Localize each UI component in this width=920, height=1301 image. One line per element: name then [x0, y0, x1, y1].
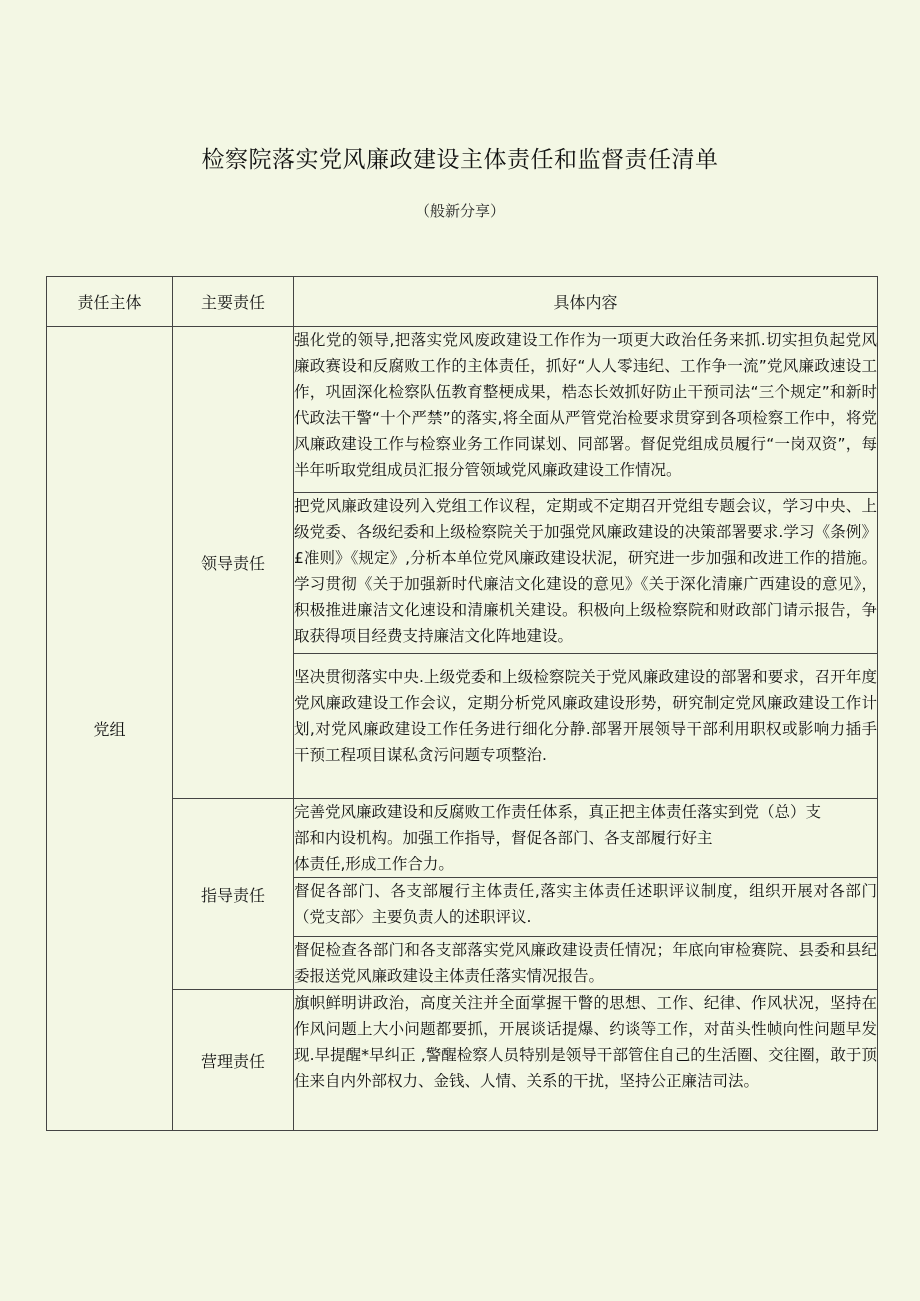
subject-cell: 党组 [47, 327, 173, 1131]
content-cell [294, 990, 878, 1131]
content-text: 把党风廉政建设列入党组工作议程，定期或不定期召开党组专题会议，学习中央、上级党委、各级纪委和上级检察院关于加强党风廉政建设的决策部署要求.学习《条例》£准则》《规定》,分析本单位党风廉政建设状泥，研究进一步加强和改进工作的措施。学习贯彻《关于加强新时代廉洁文化建设的意见》《关于深化清廉广西建设的意见》，积极推进廉洁文化速设和清廉机关建设。积极向上级检察院和财政部门请示报告，争取获得项目经费支持廉洁文化阵地建设。 [294, 497, 877, 645]
page-subtitle: （般新分享） [414, 202, 505, 220]
content-text: 督促检查各部门和各支部落实党风廉政建设责任情况；年底向审检赛院、县委和县纪委报送党风廉政建设主体责任落实情况报告。 [294, 941, 877, 985]
content-cell [294, 654, 878, 799]
content-text: 坚决贯彻落实中央.上级党委和上级检察院关于党风廉政建设的部署和要求，召开年度党风廉政建设工作会议，定期分析党风廉政建设形势，研究制定党风廉政建设工作计划,对党风廉政建设工作任务进行细化分静.部署开展领导干部利用职权或影响力插手干预工程项目谋私贪污问题专项整治. [294, 668, 877, 764]
page-title: 检察院落实党风廉政建设主体责任和监督责任清单 [201, 147, 719, 173]
content-text: 强化党的领导,把落实党风废政建设工作作为一项更大政治任务来抓.切实担负起党风廉政赛设和反腐败工作的主体责任，抓好“人人零违纪、工作争一流”党风廉政速设工作，巩固深化检察队伍教育整梗成果，梏态长效抓好防止干预司法“三个规定”和新时代政法干警“十个严禁”的落实,将全面从严管党治检要求贯穿到各项检察工作中，将党风廉政建设工作与检察业务工作同谋划、同部署。督促党组成员履行“一岗双资”，每半年听取党组成员汇报分管领域党风廉政建设工作情况。 [294, 331, 877, 479]
header-content: 具体内容 [294, 277, 878, 327]
content-cell [294, 799, 878, 878]
content-text: 督促各部门、各支部履行主体责任,落实主体责任述职评议制度，组织开展对各部门（党支部〉主要负责人的述职评议. [294, 882, 877, 926]
content-cell [294, 937, 878, 990]
duty-cell-management: 营理责任 [173, 990, 294, 1131]
duty-cell-guidance: 指导责任 [173, 799, 294, 990]
content-text: 旗帜鲜明讲政治，高度关注并全面掌握干瞥的思想、工作、纪律、作风状况，坚持在作风问题上大小问题都要抓，开展谈话提爆、约谈等工作，对苗头性帧向性问题早发现.早提醒*早纠正 ,警醒检察人员特别是领导干部管住自己的生活圈、交往圈，敢于顶住来自内外部权力、金钱、人情、关系的干扰，坚持公正廉洁司法。 [294, 994, 877, 1090]
duty-cell-leadership: 领导责任 [173, 327, 294, 799]
content-cell [294, 878, 878, 937]
header-duty: 主要责任 [173, 277, 294, 327]
content-text: 完善党风廉政建设和反腐败工作责任体系，真正把主体责任落实到党（总）支 部和内设机构。加强工作指导，督促各部门、各支部履行好主 体责任,形成工作合力。 [294, 803, 822, 873]
content-cell [294, 327, 878, 493]
table-header-row [47, 277, 878, 327]
header-subject: 责任主体 [47, 277, 173, 327]
content-cell [294, 493, 878, 654]
responsibility-table [46, 276, 878, 1131]
table-row [47, 327, 878, 493]
